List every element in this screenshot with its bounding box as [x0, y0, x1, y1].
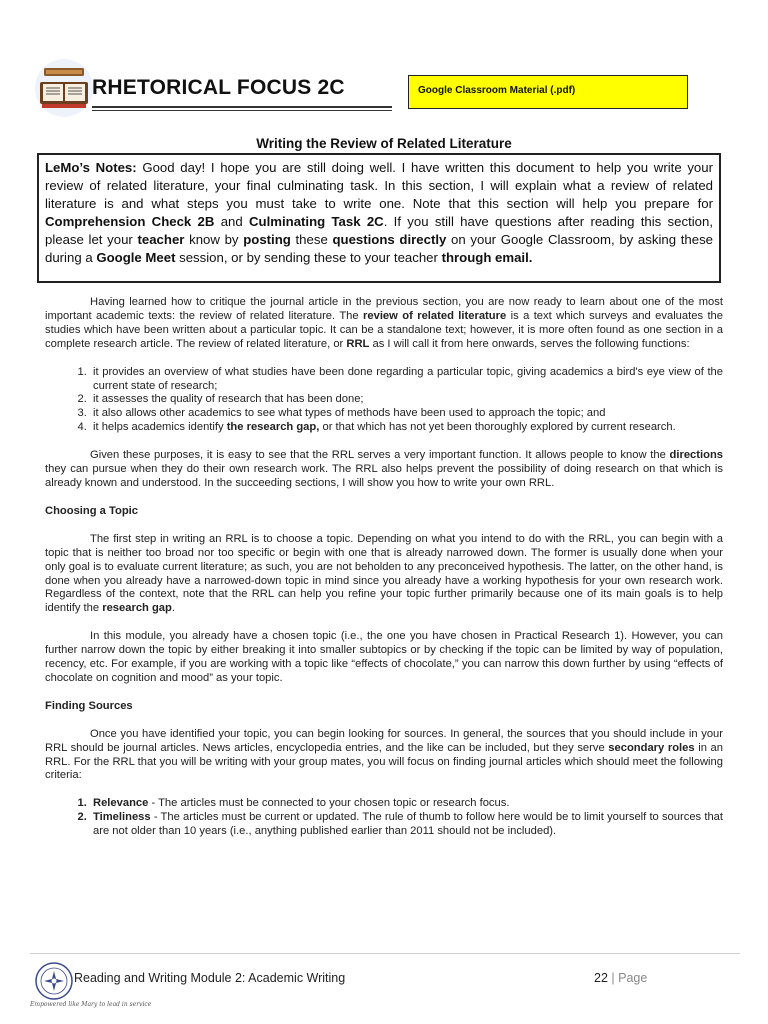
section-heading-finding-sources: Finding Sources	[45, 699, 133, 712]
choosing-paragraph-1	[45, 533, 723, 616]
paragraph-text: Given these purposes, it is easy to see that the RRL serves a very important function. It allows people to know the	[90, 449, 670, 462]
paragraph-text: Having learned how to critique the journal article in the previous section, you are now ready to learn about one of the most important academic texts: the review of related literature. The	[45, 296, 723, 322]
school-motto: Empowered like Mary to lead in service	[30, 1001, 152, 1008]
material-badge-label: Google Classroom Material (.pdf)	[418, 85, 576, 96]
bold-term: secondary roles	[608, 741, 695, 754]
list-item: 1. it provides an overview of what studies have been done regarding a particular topic, giving academics a bird's eye view of the current state of research;	[90, 366, 723, 394]
reading-book-icon	[34, 58, 94, 118]
notes-bold: Comprehension Check 2B	[45, 214, 215, 229]
list-item-text: - The articles must be connected to your chosen topic or research focus.	[148, 797, 510, 810]
bold-term: Timeliness	[93, 811, 151, 824]
choosing-paragraph-2: In this module, you already have a chosen topic (i.e., the one you have chosen in Practical Research 1). However, you can further narrow down the topic by either breaking it into smaller subtopics or by checking if the topic can be limited by way of population, recency, etc. For example, if you are working with a topic like “effects of chocolate,” you can narrow this down further by using “effects of chocolate on cognition and mood” as your topic.	[45, 630, 723, 684]
list-item: 2. it assesses the quality of research that has been done;	[90, 393, 723, 407]
intro-paragraph	[45, 296, 723, 352]
title-underline-thin	[92, 110, 392, 111]
lemos-notes-box	[37, 153, 721, 283]
bold-term: review of related literature	[363, 309, 507, 322]
module-title: RHETORICAL FOCUS 2C	[92, 76, 345, 99]
section-heading-choosing-topic: Choosing a Topic	[45, 504, 139, 517]
bold-term: the research gap,	[226, 421, 320, 434]
notes-text: session, or by sending these to your teacher	[175, 250, 442, 265]
list-item	[90, 421, 723, 435]
notes-label: LeMo’s Notes:	[45, 160, 137, 175]
notes-text: and	[214, 214, 249, 229]
title-underline	[92, 106, 392, 108]
document-title: Writing the Review of Related Literature	[256, 136, 512, 151]
page-label: Page	[618, 971, 648, 985]
finding-paragraph	[45, 728, 723, 784]
notes-text: . If you still have questions after reading this section, please let your	[45, 214, 713, 247]
page-number: 22	[594, 971, 608, 985]
bold-term: RRL	[346, 337, 370, 350]
page-footer	[0, 953, 768, 1024]
list-item	[90, 797, 723, 811]
paragraph-text: .	[171, 602, 175, 615]
purposes-paragraph	[45, 449, 723, 491]
notes-bold: teacher	[137, 232, 185, 247]
notes-text: know by	[184, 232, 244, 247]
page-number-block	[594, 971, 647, 985]
notes-bold: through email.	[441, 250, 533, 265]
footer-divider	[30, 953, 740, 954]
notes-bold: Culminating Task 2C	[249, 214, 384, 229]
document-body	[45, 296, 723, 853]
list-item: 3. it also allows other academics to see what types of methods have been used to approach the topic; and	[90, 407, 723, 421]
school-seal-icon	[34, 961, 74, 1001]
paragraph-text: Once you have identified your topic, you can begin looking for sources. In general, the sources that you should include in your RRL should be journal articles. News articles, encyclopedia entries, and the like can be included, but they serve	[45, 727, 723, 754]
notes-bold: Google Meet	[96, 250, 176, 265]
criteria-list	[45, 797, 723, 839]
bold-term: research gap	[102, 602, 172, 615]
list-item	[90, 811, 723, 839]
page-header	[30, 58, 730, 124]
paragraph-text: in an RRL. For the RRL that you will be writing with your group mates, you will focus on finding journal articles which should meet the following criteria:	[45, 741, 723, 782]
page-separator: |	[611, 971, 615, 985]
list-item-text: or that which has not yet been thoroughly explored by current research.	[319, 421, 676, 434]
notes-text: on your Google Classroom, by asking these during a	[45, 232, 713, 265]
list-item-text: it helps academics identify	[93, 421, 227, 434]
paragraph-text: The first step in writing an RRL is to choose a topic. Depending on what you intend to do with the RRL, you can begin with a topic that is neither too broad nor too specific or begin with one that is already narrowed down. The former is usually done when your only goal is to evaluate current literature; as such, you are not beholden to any preconceived hypothesis. The latter, on the other hand, is done when you already have a narrowed-down topic in mind since you already have a working hypothesis for your own research work. Regardless of the context, note that the RRL can help you refine your topic further primarily because one of its main goals is to help identify the	[45, 532, 723, 615]
functions-list	[45, 366, 723, 436]
notes-bold: posting	[243, 232, 291, 247]
footer-module-name: Reading and Writing Module 2: Academic Writing	[74, 971, 346, 985]
list-item-text: - The articles must be current or updated. The rule of thumb to follow here would be to limit yourself to sources that are not older than 10 years (i.e., anything published earlier than 2011 should not be included).	[93, 811, 723, 838]
notes-bold: questions directly	[332, 232, 447, 247]
notes-text: Good day! I hope you are still doing well. I have written this document to help you write your review of related literature, your final culminating task. In this section, I will explain what a review of related literature is and what steps you must take to write one. Note that this section will help you prepare for	[45, 160, 713, 211]
notes-text: these	[290, 232, 333, 247]
paragraph-text: as I will call it from here onwards, serves the following functions:	[369, 337, 690, 350]
bold-term: directions	[669, 449, 723, 462]
bold-term: Relevance	[93, 797, 149, 810]
paragraph-text: is a text which surveys and evaluates the studies which have been written about a particular topic. It can be a standalone text; however, it is more often found as one section in a complete research article. The review of related literature, or	[45, 309, 723, 350]
paragraph-text: they can pursue when they do their own research work. The RRL also helps prevent the possibility of doing research on that which is already known and understood. In the succeeding sections, I will show you how to write your own RRL.	[45, 463, 723, 489]
material-badge	[408, 75, 688, 109]
